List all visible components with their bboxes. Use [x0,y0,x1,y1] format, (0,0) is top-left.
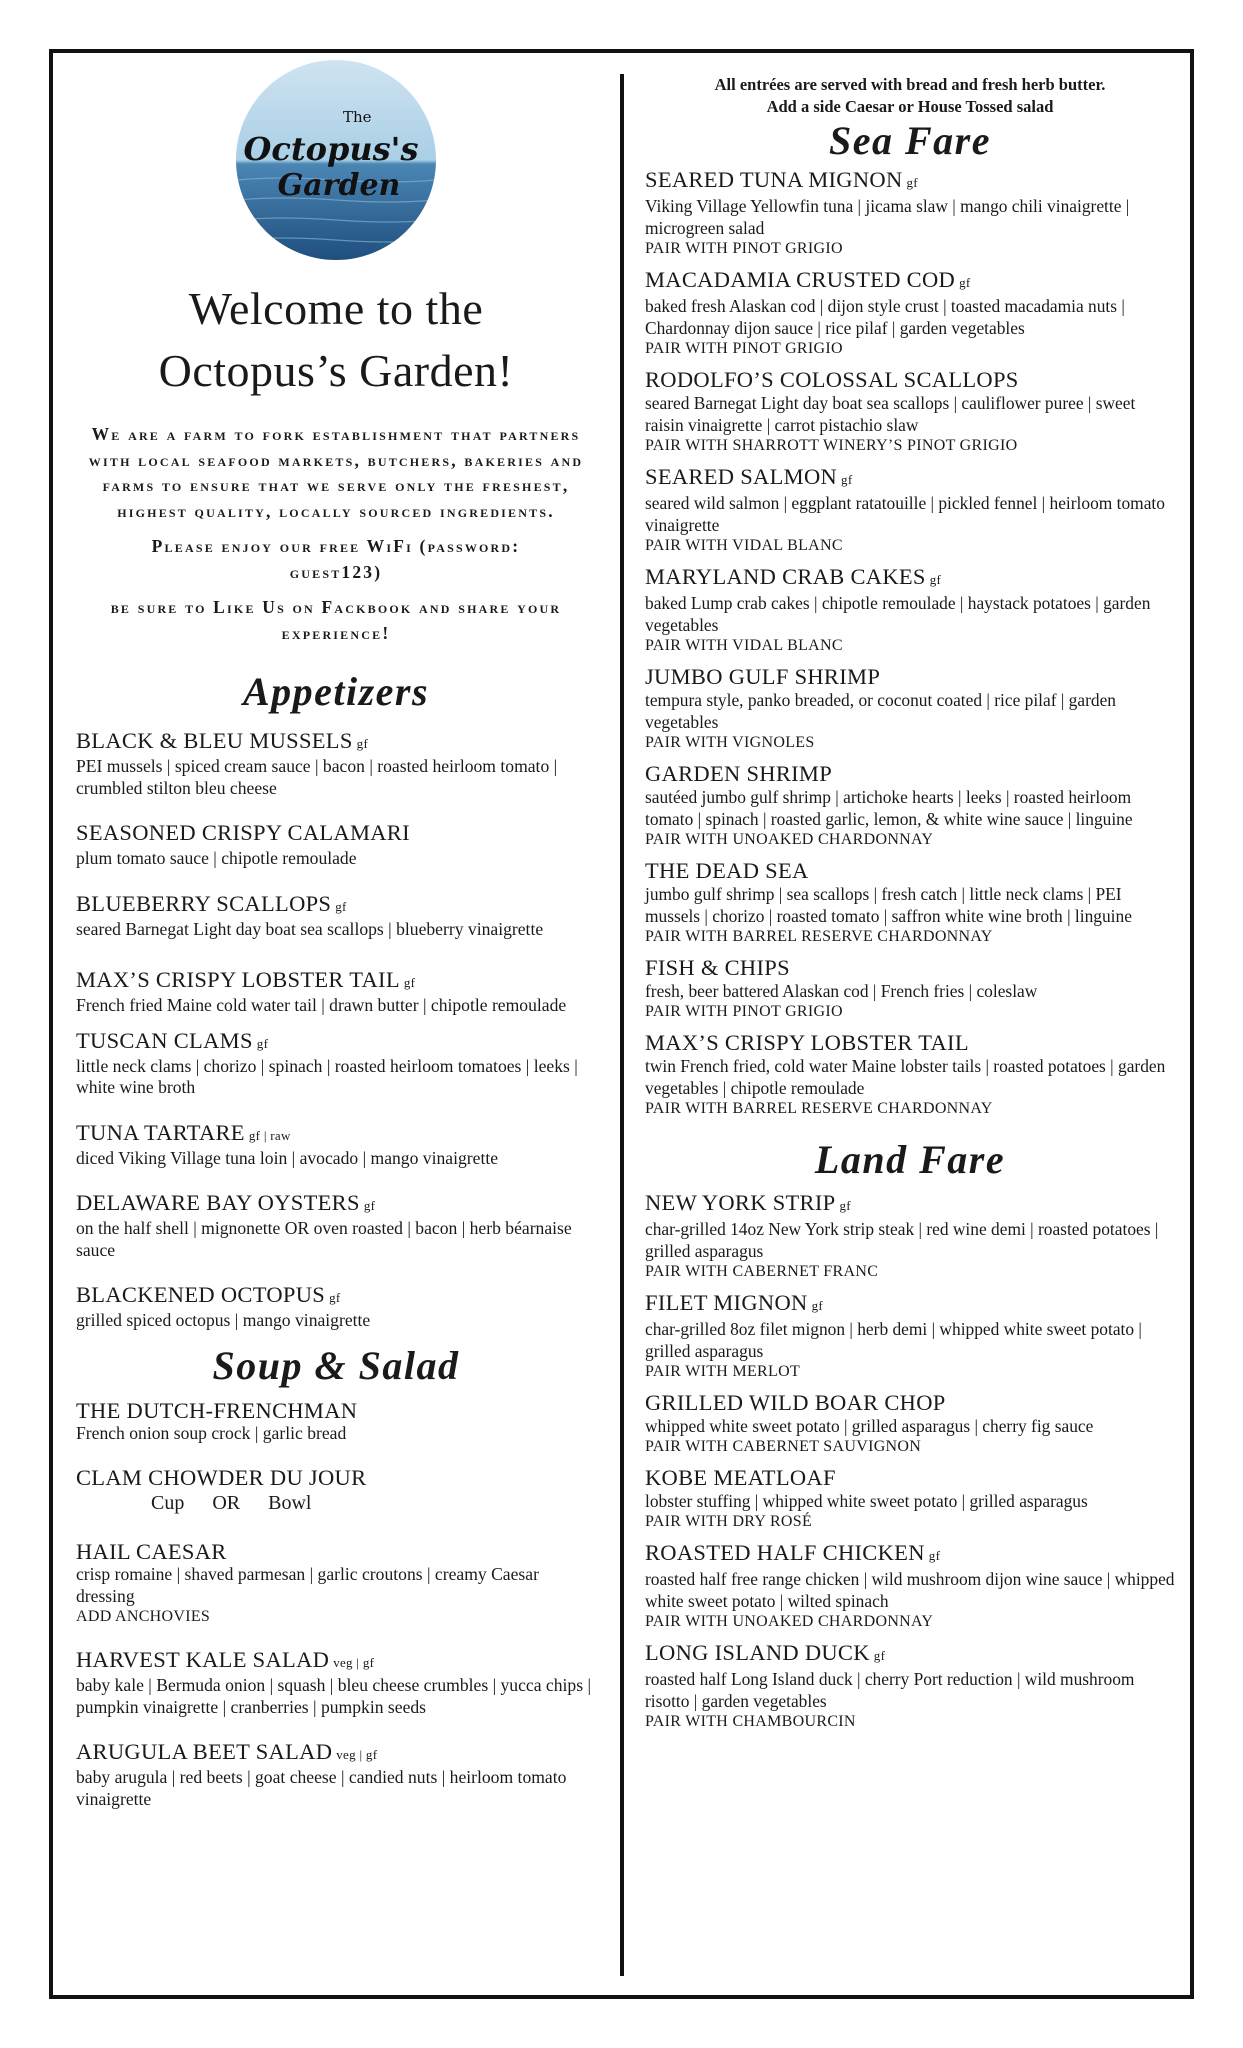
item-description: sautéed jumbo gulf shrimp | artichoke hearts | leeks | roasted heirloom tomato | spinach | roasted garlic, lemon, & white wine sauce | linguine [645,787,1133,829]
wine-pairing: PAIR WITH CHAMBOURCIN [645,1713,856,1730]
entree-notice [645,74,1175,118]
list-item [76,892,596,941]
item-name: CLAM CHOWDER DU JOUR [76,1465,367,1490]
item-tag: gf [841,472,853,487]
item-description: on the half shell | mignonette OR oven roasted | bacon | herb béarnaise sauce [76,1218,572,1260]
list-item [645,956,1175,1021]
item-addon: ADD ANCHOVIES [76,1608,211,1625]
item-name: SEARED TUNA MIGNON [645,167,903,192]
land-fare-title: Land Fare [814,1137,1006,1182]
wine-pairing: PAIR WITH VIDAL BLANC [645,637,843,654]
item-name: FISH & CHIPS [645,955,790,980]
item-description: Viking Village Yellowfin tuna | jicama slaw | mango chili vinaigrette | microgreen salad [645,196,1130,238]
soup-salad-list [76,1399,596,1811]
item-description: French fried Maine cold water tail | drawn butter | chipotle remoulade [76,995,567,1015]
list-item [645,1641,1175,1731]
notice-line-2: Add a side Caesar or House Tossed salad [766,97,1054,116]
item-name: TUSCAN CLAMS [76,1027,253,1053]
list-item [76,1740,596,1810]
item-description: grilled spiced octopus | mango vinaigrette [76,1310,371,1330]
list-item [76,1283,596,1332]
item-name: JUMBO GULF SHRIMP [645,664,881,689]
item-tag: gf [256,1035,269,1051]
item-description: roasted half free range chicken | wild mushroom dijon wine sauce | whipped white sweet potato | wilted spinach [645,1569,1175,1611]
svg-text:The: The [343,108,372,126]
list-item [645,1466,1175,1531]
wine-pairing: PAIR WITH VIGNOLES [645,734,815,751]
wine-pairing: PAIR WITH CABERNET FRANC [645,1263,879,1280]
item-name: SEARED SALMON [645,464,838,489]
welcome-line-1: Welcome to the [188,283,484,334]
left-column [76,60,596,1829]
list-item [76,1648,596,1718]
list-item [645,465,1175,555]
item-name: ARUGULA BEET SALAD [76,1739,333,1764]
item-description: French onion soup crock | garlic bread [76,1422,347,1443]
list-item [645,1541,1175,1631]
item-name: MAX’S CRISPY LOBSTER TAIL [645,1030,969,1055]
land-fare-list [645,1191,1175,1731]
item-tag: gf [335,898,347,914]
item-description: char-grilled 14oz New York strip steak | red wine demi | roasted potatoes | grilled asparagus [645,1219,1159,1261]
item-description: little neck clams | chorizo | spinach | roasted heirloom tomatoes | leeks | white wine broth [76,1055,578,1097]
item-name: BLUEBERRY SCALLOPS [76,890,332,916]
item-description: PEI mussels | spiced cream sauce | bacon | roasted heirloom tomato | crumbled stilton bleu cheese [76,756,558,798]
item-tag: gf [839,1198,851,1213]
list-item [76,729,596,799]
item-tag: veg | gf [336,1747,378,1762]
welcome-heading [76,278,596,402]
wine-pairing: PAIR WITH PINOT GRIGIO [645,1003,843,1020]
column-divider [620,74,624,1976]
item-description: baked Lump crab cakes | chipotle remoulade | haystack potatoes | garden vegetables [645,593,1151,635]
item-tag: gf [403,975,416,990]
wine-pairing: PAIR WITH DRY ROSÉ [645,1513,813,1530]
item-name: KOBE MEATLOAF [645,1465,836,1490]
item-description: seared Barnegat Light day boat sea scallops | blueberry vinaigrette [76,918,544,939]
item-tag: gf [356,736,369,751]
list-item [76,1399,596,1445]
item-description: tempura style, panko breaded, or coconut coated | rice pilaf | garden vegetables [645,690,1116,732]
item-description: twin French fried, cold water Maine lobster tails | roasted potatoes | garden vegetables | chipotle remoulade [645,1056,1166,1098]
list-item [76,1466,596,1516]
list-item [76,1121,596,1170]
item-description: baby arugula | red beets | goat cheese | candied nuts | heirloom tomato vinaigrette [76,1767,567,1809]
item-description: whipped white sweet potato | grilled asparagus | cherry fig sauce [645,1416,1094,1436]
wine-pairing: PAIR WITH SHARROTT WINERY’S PINOT GRIGIO [645,437,1018,454]
list-item [76,1540,596,1626]
item-description: roasted half Long Island duck | cherry Port reduction | wild mushroom risotto | garden vegetables [645,1669,1135,1711]
item-description: crisp romaine | shaved parmesan | garlic croutons | creamy Caesar dressing [76,1564,539,1606]
cup-option: Cup [151,1492,185,1514]
item-name: BLACK & BLEU MUSSELS [76,728,353,753]
appetizers-title: Appetizers [242,669,430,714]
item-name: MARYLAND CRAB CAKES [645,564,926,589]
list-item [645,168,1175,258]
item-description: seared Barnegat Light day boat sea scallops | cauliflower puree | sweet raisin vinaigrette | carrot pistachio slaw [645,393,1136,435]
item-tag: veg | gf [333,1655,375,1670]
list-item [645,268,1175,358]
wine-pairing: PAIR WITH BARREL RESERVE CHARDONNAY [645,1100,993,1117]
logo-circle-icon [221,60,451,260]
item-name: GARDEN SHRIMP [645,761,833,786]
notice-line-1: All entrées are served with bread and fresh herb butter. [714,75,1106,94]
item-name: RODOLFO’S COLOSSAL SCALLOPS [645,367,1019,392]
appetizers-list [76,729,596,1332]
list-item [645,565,1175,655]
item-description: fresh, beer battered Alaskan cod | French fries | coleslaw [645,981,1038,1001]
item-description: seared wild salmon | eggplant ratatouille | pickled fennel | heirloom tomato vinaigrette [645,493,1165,535]
list-item [76,1191,596,1261]
list-item [645,1031,1175,1118]
wine-pairing: PAIR WITH PINOT GRIGIO [645,340,843,357]
item-tag: gf [906,175,918,190]
social-notice: be sure to Like Us on Fackbook and share your experience! [110,597,562,643]
item-description: baked fresh Alaskan cod | dijon style crust | toasted macadamia nuts | Chardonnay dijon sauce | rice pilaf | garden vegetables [645,296,1125,338]
welcome-line-2: Octopus’s Garden! [158,345,514,396]
wine-pairing: PAIR WITH UNOAKED CHARDONNAY [645,1613,934,1630]
wine-pairing: PAIR WITH BARREL RESERVE CHARDONNAY [645,928,993,945]
item-name: FILET MIGNON [645,1290,808,1315]
item-name: GRILLED WILD BOAR CHOP [645,1390,946,1415]
or-label: OR [212,1492,241,1514]
list-item [645,1191,1175,1281]
wine-pairing: PAIR WITH CABERNET SAUVIGNON [645,1438,922,1455]
wine-pairing: PAIR WITH MERLOT [645,1363,801,1380]
item-tag: gf [329,1290,341,1305]
item-tag: gf [363,1198,376,1213]
item-tag: gf [929,572,942,587]
item-description: char-grilled 8oz filet mignon | herb demi | whipped white sweet potato | grilled asparagus [645,1319,1142,1361]
item-name: MACADAMIA CRUSTED COD [645,267,956,292]
item-name: HARVEST KALE SALAD [76,1647,330,1672]
item-description: lobster stuffing | whipped white sweet potato | grilled asparagus [645,1491,1088,1511]
svg-text:Octopus's: Octopus's [243,130,419,168]
item-name: HAIL CAESAR [76,1539,227,1564]
list-item [645,859,1175,946]
item-name: ROASTED HALF CHICKEN [645,1540,925,1565]
wifi-notice: Please enjoy our free WiFi (password: guest123) [151,536,521,582]
list-item [645,368,1175,455]
item-name: LONG ISLAND DUCK [645,1640,870,1665]
item-tag: gf [928,1548,941,1563]
item-name: TUNA TARTARE [76,1119,245,1145]
list-item [645,762,1175,849]
list-item [76,968,596,1017]
list-item [76,821,596,870]
intro-text [76,422,596,646]
intro-paragraph-1: We are a farm to fork establishment that partners with local seafood markets, butchers, bakeries and farms to ensure that we serve only the freshest, highest quality, locally sourced ingredients. [88,424,584,521]
soup-salad-title: Soup & Salad [212,1342,460,1388]
item-name: THE DEAD SEA [645,858,809,883]
list-item [76,1029,596,1099]
sea-fare-title: Sea Fare [829,118,991,163]
item-description: plum tomato sauce | chipotle remoulade [76,848,357,868]
item-name: THE DUTCH-FRENCHMAN [76,1397,358,1423]
wine-pairing: PAIR WITH UNOAKED CHARDONNAY [645,831,934,848]
item-description: diced Viking Village tuna loin | avocado | mango vinaigrette [76,1147,499,1168]
item-name: NEW YORK STRIP [645,1190,836,1215]
item-name: MAX’S CRISPY LOBSTER TAIL [76,967,400,992]
item-name: SEASONED CRISPY CALAMARI [76,820,410,845]
item-name: DELAWARE BAY OYSTERS [76,1190,360,1215]
item-description: jumbo gulf shrimp | sea scallops | fresh catch | little neck clams | PEI mussels | chorizo | roasted tomato | saffron white wine broth | linguine [645,884,1132,926]
item-tag: gf [959,275,971,290]
item-tag: gf [873,1648,886,1663]
bowl-option: Bowl [268,1492,312,1514]
item-tag: gf [811,1298,823,1313]
list-item [645,665,1175,752]
list-item [645,1291,1175,1381]
sea-fare-list [645,168,1175,1118]
wine-pairing: PAIR WITH PINOT GRIGIO [645,240,843,257]
right-column [645,74,1175,1741]
chowder-size-options [76,1490,596,1516]
restaurant-logo [221,60,451,260]
item-tag: gf | raw [248,1127,291,1143]
wine-pairing: PAIR WITH VIDAL BLANC [645,537,843,554]
item-name: BLACKENED OCTOPUS [76,1282,326,1307]
list-item [645,1391,1175,1456]
item-description: baby kale | Bermuda onion | squash | bleu cheese crumbles | yucca chips | pumpkin vinaigrette | cranberries | pumpkin seeds [76,1675,591,1717]
svg-text:Garden: Garden [277,168,401,203]
